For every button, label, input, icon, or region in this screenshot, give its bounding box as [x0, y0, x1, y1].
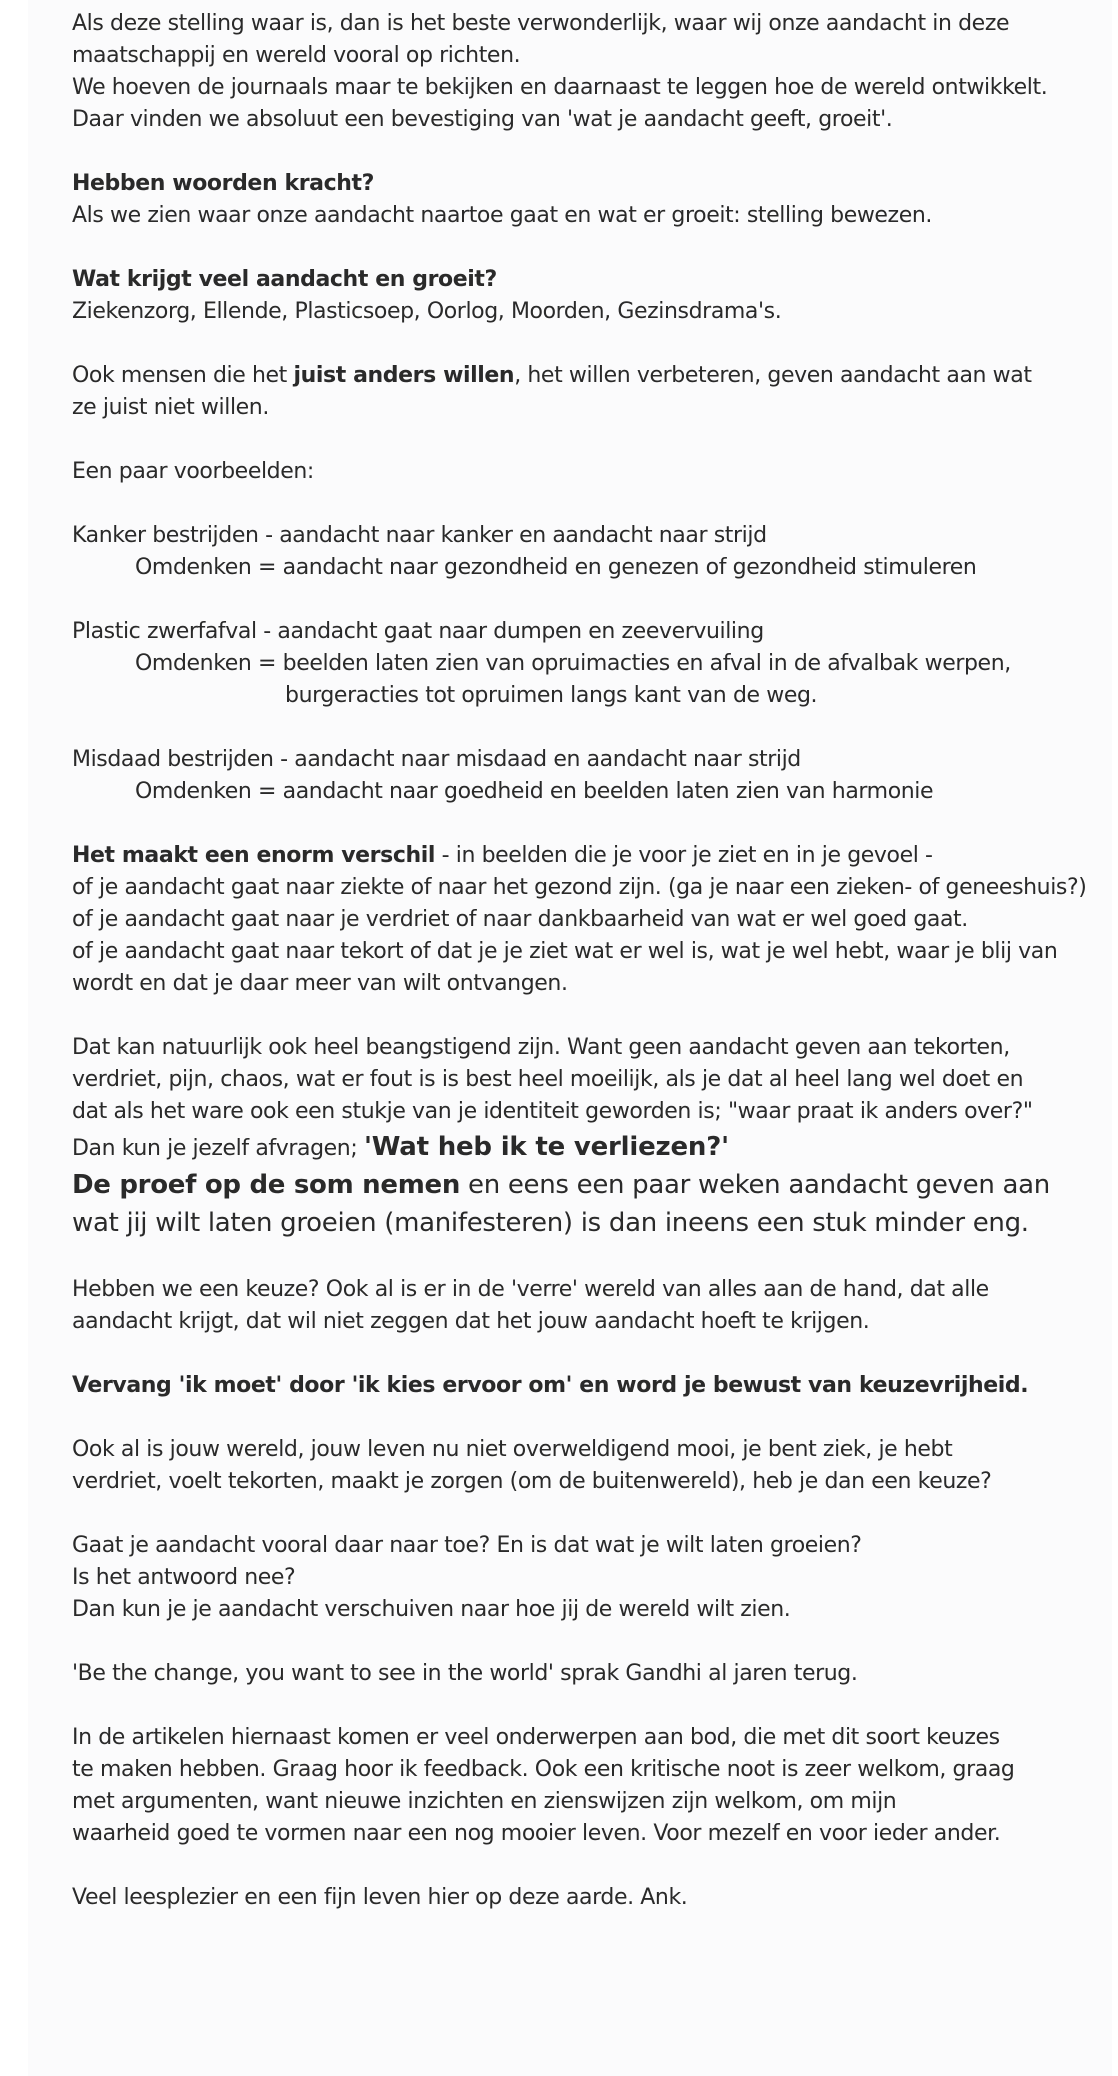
text-line: Daar vinden we absoluut een bevestiging van 'wat je aandacht geeft, groeit'.: [72, 107, 893, 132]
text-span: Ook mensen die het: [72, 363, 294, 388]
text-line: Als we zien waar onze aandacht naartoe gaat en wat er groeit: stelling bewezen.: [72, 203, 932, 228]
examples-intro: [72, 456, 1112, 488]
section-heading: Hebben woorden kracht?: [72, 171, 374, 196]
text-line: Veel leesplezier en een fijn leven hier op deze aarde. Ank.: [72, 1885, 688, 1910]
intro-paragraph: [72, 8, 1112, 136]
articles-paragraph: [72, 1722, 1112, 1850]
text-line: Dat kan natuurlijk ook heel beangstigend zijn. Want geen aandacht geven aan tekorten,: [72, 1035, 1010, 1060]
text-line: Ook al is jouw wereld, jouw leven nu niet overweldigend mooi, je bent ziek, je hebt: [72, 1437, 953, 1462]
text-line: 'Be the change, you want to see in the world' sprak Gandhi al jaren terug.: [72, 1661, 858, 1686]
text-line: of je aandacht gaat naar ziekte of naar het gezond zijn. (ga je naar een zieken- of geneeshuis?): [72, 875, 1087, 900]
text-line: We hoeven de journaals maar te bekijken en daarnaast te leggen hoe de wereld ontwikkelt.: [72, 75, 1048, 100]
world-paragraph: [72, 1434, 1112, 1498]
text-line: Gaat je aandacht vooral daar naar toe? En is dat wat je wilt laten groeien?: [72, 1533, 862, 1558]
text-line: maatschappij en wereld vooral op richten.: [72, 43, 521, 68]
attention-growth-paragraph: [72, 264, 1112, 328]
example-plastic: [72, 616, 1112, 712]
text-line: Kanker bestrijden - aandacht naar kanker en aandacht naar strijd: [72, 523, 767, 548]
text-span: Dan kun je jezelf afvragen;: [72, 1136, 364, 1161]
text-line: Een paar voorbeelden:: [72, 459, 314, 484]
choice-paragraph: [72, 1274, 1112, 1338]
large-text-line: [72, 1166, 1112, 1204]
bold-span: De proef op de som nemen: [72, 1170, 461, 1200]
reframe-line: Omdenken = aandacht naar goedheid en beelden laten zien van harmonie: [135, 779, 934, 804]
bold-question: 'Wat heb ik te verliezen?': [363, 1132, 729, 1162]
people-paragraph: [72, 360, 1112, 424]
closing-paragraph: [72, 1882, 1112, 1914]
text-line: [72, 360, 1112, 392]
reframe-line: Omdenken = aandacht naar gezondheid en genezen of gezondheid stimuleren: [135, 555, 977, 580]
question-paragraph: [72, 1530, 1112, 1626]
text-line: Hebben we een keuze? Ook al is er in de 'verre' wereld van alles aan de hand, dat alle: [72, 1277, 989, 1302]
example-cancer: [72, 520, 1112, 584]
text-line: of je aandacht gaat naar tekort of dat je je ziet wat er wel is, wat je wel hebt, waar je blij van: [72, 939, 1058, 964]
text-span: , het willen verbeteren, geven aandacht aan wat: [514, 363, 1032, 388]
text-line: dat als het ware ook een stukje van je identiteit geworden is; "waar praat ik anders over?": [72, 1099, 1033, 1124]
difference-paragraph: [72, 840, 1112, 1000]
gandhi-quote: [72, 1658, 1112, 1690]
text-line: verdriet, pijn, chaos, wat er fout is is best heel moeilijk, als je dat al heel lang wel doet en: [72, 1067, 1024, 1092]
text-line: verdriet, voelt tekorten, maakt je zorgen (om de buitenwereld), heb je dan een keuze?: [72, 1469, 992, 1494]
text-line: te maken hebben. Graag hoor ik feedback. Ook een kritische noot is zeer welkom, graag: [72, 1757, 1015, 1782]
text-line: waarheid goed te vormen naar een nog mooier leven. Voor mezelf en voor ieder ander.: [72, 1821, 1001, 1846]
text-line: Ziekenzorg, Ellende, Plasticsoep, Oorlog, Moorden, Gezinsdrama's.: [72, 299, 782, 324]
text-span: en eens een paar weken aandacht geven aan: [460, 1170, 1050, 1200]
text-line: [72, 840, 1112, 872]
text-line: Misdaad bestrijden - aandacht naar misdaad en aandacht naar strijd: [72, 747, 801, 772]
text-line: [72, 1128, 1112, 1166]
text-line: Plastic zwerfafval - aandacht gaat naar dumpen en zeevervuiling: [72, 619, 764, 644]
example-crime: [72, 744, 1112, 808]
text-line: met argumenten, want nieuwe inzichten en zienswijzen zijn welkom, om mijn: [72, 1789, 897, 1814]
frightening-paragraph: [72, 1032, 1112, 1242]
words-power-paragraph: [72, 168, 1112, 232]
text-line: of je aandacht gaat naar je verdriet of naar dankbaarheid van wat er wel goed gaat.: [72, 907, 968, 932]
bold-span: juist anders willen: [293, 363, 515, 388]
reframe-line: Omdenken = beelden laten zien van opruimacties en afval in de afvalbak werpen,: [135, 651, 1011, 676]
text-line: wordt en dat je daar meer van wilt ontvangen.: [72, 971, 568, 996]
reframe-line: burgeracties tot opruimen langs kant van de weg.: [285, 683, 818, 708]
text-line: Is het antwoord nee?: [72, 1565, 296, 1590]
large-text-line: wat jij wilt laten groeien (manifesteren) is dan ineens een stuk minder eng.: [72, 1208, 1029, 1238]
text-line: Dan kun je je aandacht verschuiven naar hoe jij de wereld wilt zien.: [72, 1597, 791, 1622]
text-span: - in beelden die je voor je ziet en in je gevoel -: [435, 843, 933, 868]
page-background: [28, 0, 1112, 2076]
article-body: [72, 8, 1112, 1914]
text-line: ze juist niet willen.: [72, 395, 269, 420]
bold-statement: Vervang 'ik moet' door 'ik kies ervoor om' en word je bewust van keuzevrijheid.: [72, 1373, 1029, 1398]
section-heading: Wat krijgt veel aandacht en groeit?: [72, 267, 497, 292]
text-line: In de artikelen hiernaast komen er veel onderwerpen aan bod, die met dit soort keuzes: [72, 1725, 1000, 1750]
text-line: Als deze stelling waar is, dan is het beste verwonderlijk, waar wij onze aandacht in deze: [72, 11, 1010, 36]
bold-span: Het maakt een enorm verschil: [72, 843, 436, 868]
replace-paragraph: [72, 1370, 1112, 1402]
text-line: aandacht krijgt, dat wil niet zeggen dat het jouw aandacht hoeft te krijgen.: [72, 1309, 870, 1334]
